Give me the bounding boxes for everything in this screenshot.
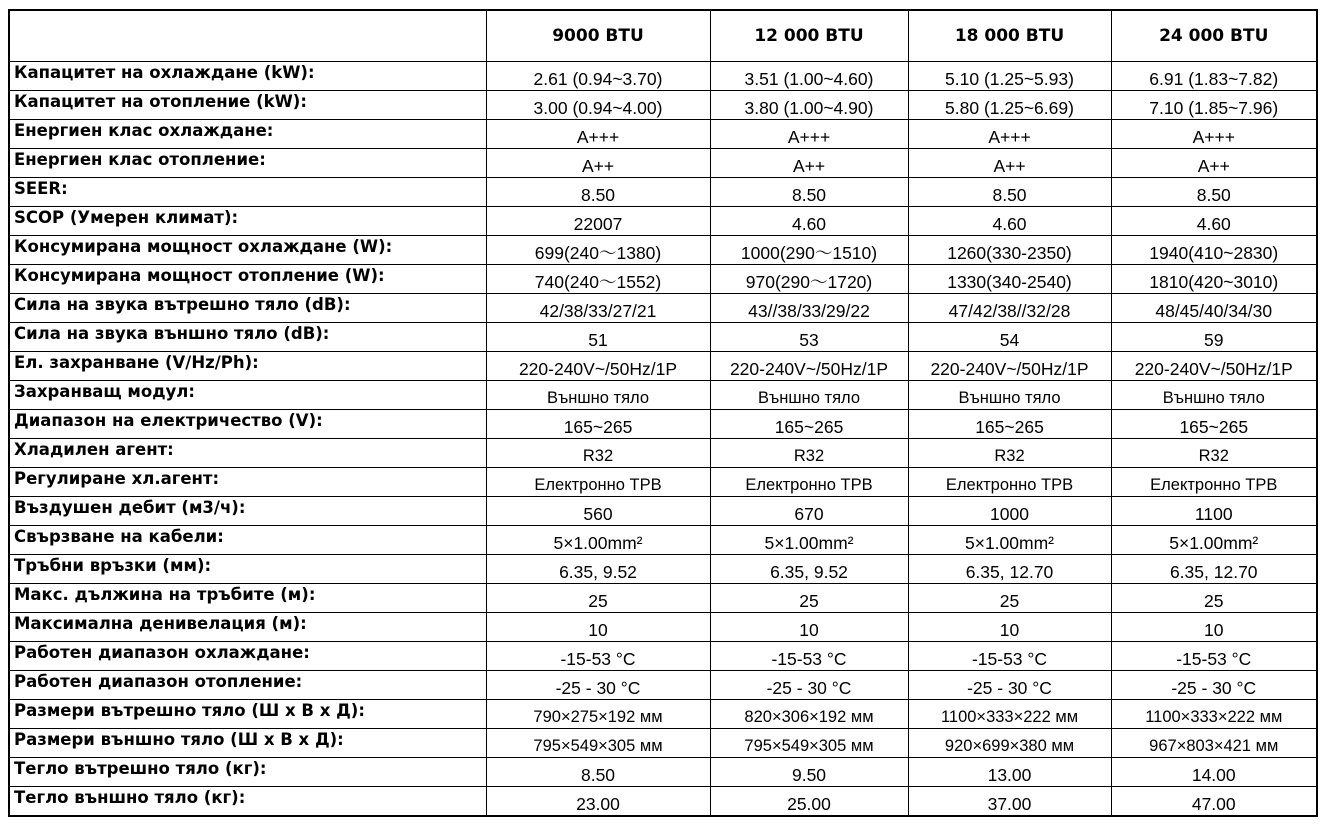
table-row bbox=[9, 149, 1317, 178]
row-label: SCOP (Умерен климат): bbox=[9, 207, 486, 236]
header-corner-cell bbox=[9, 10, 486, 62]
value-cell: 670 bbox=[710, 497, 908, 526]
table-row bbox=[9, 352, 1317, 381]
value-cell: 795×549×305 мм bbox=[486, 729, 710, 758]
value-cell: 967×803×421 мм bbox=[1111, 729, 1317, 758]
value-cell: A++ bbox=[486, 149, 710, 178]
value-cell: 1000(290～1510) bbox=[710, 236, 908, 265]
value-cell: -25 - 30 °C bbox=[908, 671, 1111, 700]
value-cell: 6.35, 9.52 bbox=[486, 555, 710, 584]
value-cell: -15-53 °C bbox=[486, 642, 710, 671]
table-row bbox=[9, 642, 1317, 671]
value-cell: 5×1.00mm² bbox=[1111, 526, 1317, 555]
value-cell: Външно тяло bbox=[908, 381, 1111, 410]
value-cell: R32 bbox=[908, 439, 1111, 468]
table-row bbox=[9, 758, 1317, 787]
value-cell: 165~265 bbox=[486, 410, 710, 439]
value-cell: 1100 bbox=[1111, 497, 1317, 526]
table-row bbox=[9, 178, 1317, 207]
value-cell: -25 - 30 °C bbox=[486, 671, 710, 700]
value-cell: 8.50 bbox=[710, 178, 908, 207]
value-cell: 220-240V~/50Hz/1P bbox=[908, 352, 1111, 381]
row-label: Капацитет на отопление (kW): bbox=[9, 91, 486, 120]
row-label: Въздушен дебит (м3/ч): bbox=[9, 497, 486, 526]
value-cell: 47/42/38//32/28 bbox=[908, 294, 1111, 323]
value-cell: R32 bbox=[1111, 439, 1317, 468]
value-cell: 920×699×380 мм bbox=[908, 729, 1111, 758]
value-cell: 10 bbox=[1111, 613, 1317, 642]
table-body bbox=[9, 62, 1317, 816]
value-cell: 10 bbox=[486, 613, 710, 642]
value-cell: 23.00 bbox=[486, 787, 710, 816]
value-cell: A++ bbox=[710, 149, 908, 178]
value-cell: 6.35, 12.70 bbox=[908, 555, 1111, 584]
row-label: Тегло външно тяло (кг): bbox=[9, 787, 486, 816]
value-cell: Електронно ТРВ bbox=[710, 468, 908, 497]
value-cell: 53 bbox=[710, 323, 908, 352]
value-cell: A++ bbox=[1111, 149, 1317, 178]
value-cell: 3.00 (0.94~4.00) bbox=[486, 91, 710, 120]
value-cell: 1810(420~3010) bbox=[1111, 265, 1317, 294]
table-row bbox=[9, 468, 1317, 497]
row-label: Размери вътрешно тяло (Ш x В x Д): bbox=[9, 700, 486, 729]
table-row bbox=[9, 700, 1317, 729]
value-cell: 54 bbox=[908, 323, 1111, 352]
value-cell: 25.00 bbox=[710, 787, 908, 816]
specifications-table bbox=[8, 9, 1318, 817]
row-label: Макс. дължина на тръбите (м): bbox=[9, 584, 486, 613]
value-cell: 22007 bbox=[486, 207, 710, 236]
value-cell: 165~265 bbox=[1111, 410, 1317, 439]
header-row bbox=[9, 10, 1317, 62]
value-cell: 1100×333×222 мм bbox=[908, 700, 1111, 729]
value-cell: Електронно ТРВ bbox=[1111, 468, 1317, 497]
value-cell: -25 - 30 °C bbox=[1111, 671, 1317, 700]
value-cell: 3.51 (1.00~4.60) bbox=[710, 62, 908, 91]
value-cell: -15-53 °C bbox=[1111, 642, 1317, 671]
value-cell: 7.10 (1.85~7.96) bbox=[1111, 91, 1317, 120]
value-cell: 5×1.00mm² bbox=[710, 526, 908, 555]
value-cell: 5.10 (1.25~5.93) bbox=[908, 62, 1111, 91]
value-cell: 10 bbox=[908, 613, 1111, 642]
value-cell: 2.61 (0.94~3.70) bbox=[486, 62, 710, 91]
value-cell: Електронно ТРВ bbox=[908, 468, 1111, 497]
table-row bbox=[9, 671, 1317, 700]
value-cell: 9.50 bbox=[710, 758, 908, 787]
row-label: Диапазон на електричество (V): bbox=[9, 410, 486, 439]
value-cell: 10 bbox=[710, 613, 908, 642]
table-row bbox=[9, 265, 1317, 294]
table-row bbox=[9, 294, 1317, 323]
value-cell: 8.50 bbox=[1111, 178, 1317, 207]
value-cell: 3.80 (1.00~4.90) bbox=[710, 91, 908, 120]
row-label: Работен диапазон отопление: bbox=[9, 671, 486, 700]
value-cell: 1260(330-2350) bbox=[908, 236, 1111, 265]
value-cell: 165~265 bbox=[908, 410, 1111, 439]
value-cell: 48/45/40/34/30 bbox=[1111, 294, 1317, 323]
table-row bbox=[9, 62, 1317, 91]
row-label: Размери външно тяло (Ш x В x Д): bbox=[9, 729, 486, 758]
value-cell: 970(290～1720) bbox=[710, 265, 908, 294]
row-label: Тръбни връзки (мм): bbox=[9, 555, 486, 584]
value-cell: Външно тяло bbox=[486, 381, 710, 410]
value-cell: 59 bbox=[1111, 323, 1317, 352]
value-cell: 8.50 bbox=[486, 758, 710, 787]
value-cell: A++ bbox=[908, 149, 1111, 178]
value-cell: 220-240V~/50Hz/1P bbox=[486, 352, 710, 381]
value-cell: 13.00 bbox=[908, 758, 1111, 787]
table-row bbox=[9, 584, 1317, 613]
value-cell: 37.00 bbox=[908, 787, 1111, 816]
row-label: Работен диапазон охлаждане: bbox=[9, 642, 486, 671]
row-label: Консумирана мощност отопление (W): bbox=[9, 265, 486, 294]
value-cell: A+++ bbox=[710, 120, 908, 149]
value-cell: -25 - 30 °C bbox=[710, 671, 908, 700]
row-label: Захранващ модул: bbox=[9, 381, 486, 410]
value-cell: 51 bbox=[486, 323, 710, 352]
table-header bbox=[9, 10, 1317, 62]
value-cell: 8.50 bbox=[908, 178, 1111, 207]
value-cell: 4.60 bbox=[710, 207, 908, 236]
table-row bbox=[9, 439, 1317, 468]
value-cell: 47.00 bbox=[1111, 787, 1317, 816]
row-label: Тегло вътрешно тяло (кг): bbox=[9, 758, 486, 787]
table-row bbox=[9, 787, 1317, 816]
header-9000-btu: 9000 BTU bbox=[486, 10, 710, 62]
value-cell: 42/38/33/27/21 bbox=[486, 294, 710, 323]
value-cell: A+++ bbox=[1111, 120, 1317, 149]
header-24000-btu: 24 000 BTU bbox=[1111, 10, 1317, 62]
value-cell: 1940(410~2830) bbox=[1111, 236, 1317, 265]
value-cell: 220-240V~/50Hz/1P bbox=[710, 352, 908, 381]
row-label: Максимална денивелация (м): bbox=[9, 613, 486, 642]
value-cell: 6.35, 12.70 bbox=[1111, 555, 1317, 584]
value-cell: Електронно ТРВ bbox=[486, 468, 710, 497]
value-cell: A+++ bbox=[908, 120, 1111, 149]
value-cell: Външно тяло bbox=[1111, 381, 1317, 410]
header-18000-btu: 18 000 BTU bbox=[908, 10, 1111, 62]
value-cell: A+++ bbox=[486, 120, 710, 149]
table-row bbox=[9, 207, 1317, 236]
value-cell: Външно тяло bbox=[710, 381, 908, 410]
value-cell: 220-240V~/50Hz/1P bbox=[1111, 352, 1317, 381]
value-cell: 25 bbox=[710, 584, 908, 613]
row-label: Ел. захранване (V/Hz/Ph): bbox=[9, 352, 486, 381]
row-label: Енергиен клас охлаждане: bbox=[9, 120, 486, 149]
value-cell: 1100×333×222 мм bbox=[1111, 700, 1317, 729]
value-cell: 740(240～1552) bbox=[486, 265, 710, 294]
value-cell: 25 bbox=[908, 584, 1111, 613]
row-label: Сила на звука външно тяло (dB): bbox=[9, 323, 486, 352]
value-cell: 25 bbox=[486, 584, 710, 613]
value-cell: 820×306×192 мм bbox=[710, 700, 908, 729]
table-row bbox=[9, 410, 1317, 439]
value-cell: 5.80 (1.25~6.69) bbox=[908, 91, 1111, 120]
row-label: Енергиен клас отопление: bbox=[9, 149, 486, 178]
value-cell: 560 bbox=[486, 497, 710, 526]
table-row bbox=[9, 497, 1317, 526]
value-cell: R32 bbox=[710, 439, 908, 468]
table-row bbox=[9, 526, 1317, 555]
value-cell: 795×549×305 мм bbox=[710, 729, 908, 758]
value-cell: 1000 bbox=[908, 497, 1111, 526]
value-cell: R32 bbox=[486, 439, 710, 468]
table-row bbox=[9, 729, 1317, 758]
row-label: Свързване на кабели: bbox=[9, 526, 486, 555]
header-12000-btu: 12 000 BTU bbox=[710, 10, 908, 62]
value-cell: 6.35, 9.52 bbox=[710, 555, 908, 584]
value-cell: -15-53 °C bbox=[908, 642, 1111, 671]
table-row bbox=[9, 91, 1317, 120]
table-row bbox=[9, 323, 1317, 352]
value-cell: 4.60 bbox=[908, 207, 1111, 236]
row-label: Хладилен агент: bbox=[9, 439, 486, 468]
table-row bbox=[9, 120, 1317, 149]
value-cell: 790×275×192 мм bbox=[486, 700, 710, 729]
value-cell: 165~265 bbox=[710, 410, 908, 439]
row-label: Консумирана мощност охлаждане (W): bbox=[9, 236, 486, 265]
value-cell: 14.00 bbox=[1111, 758, 1317, 787]
table-row bbox=[9, 555, 1317, 584]
row-label: Сила на звука вътрешно тяло (dB): bbox=[9, 294, 486, 323]
value-cell: 25 bbox=[1111, 584, 1317, 613]
table-row bbox=[9, 381, 1317, 410]
value-cell: 6.91 (1.83~7.82) bbox=[1111, 62, 1317, 91]
table-row bbox=[9, 236, 1317, 265]
row-label: Капацитет на охлаждане (kW): bbox=[9, 62, 486, 91]
row-label: SEER: bbox=[9, 178, 486, 207]
value-cell: -15-53 °C bbox=[710, 642, 908, 671]
value-cell: 1330(340-2540) bbox=[908, 265, 1111, 294]
value-cell: 5×1.00mm² bbox=[908, 526, 1111, 555]
value-cell: 699(240～1380) bbox=[486, 236, 710, 265]
value-cell: 5×1.00mm² bbox=[486, 526, 710, 555]
value-cell: 43//38/33/29/22 bbox=[710, 294, 908, 323]
value-cell: 8.50 bbox=[486, 178, 710, 207]
table-row bbox=[9, 613, 1317, 642]
row-label: Регулиране хл.агент: bbox=[9, 468, 486, 497]
value-cell: 4.60 bbox=[1111, 207, 1317, 236]
